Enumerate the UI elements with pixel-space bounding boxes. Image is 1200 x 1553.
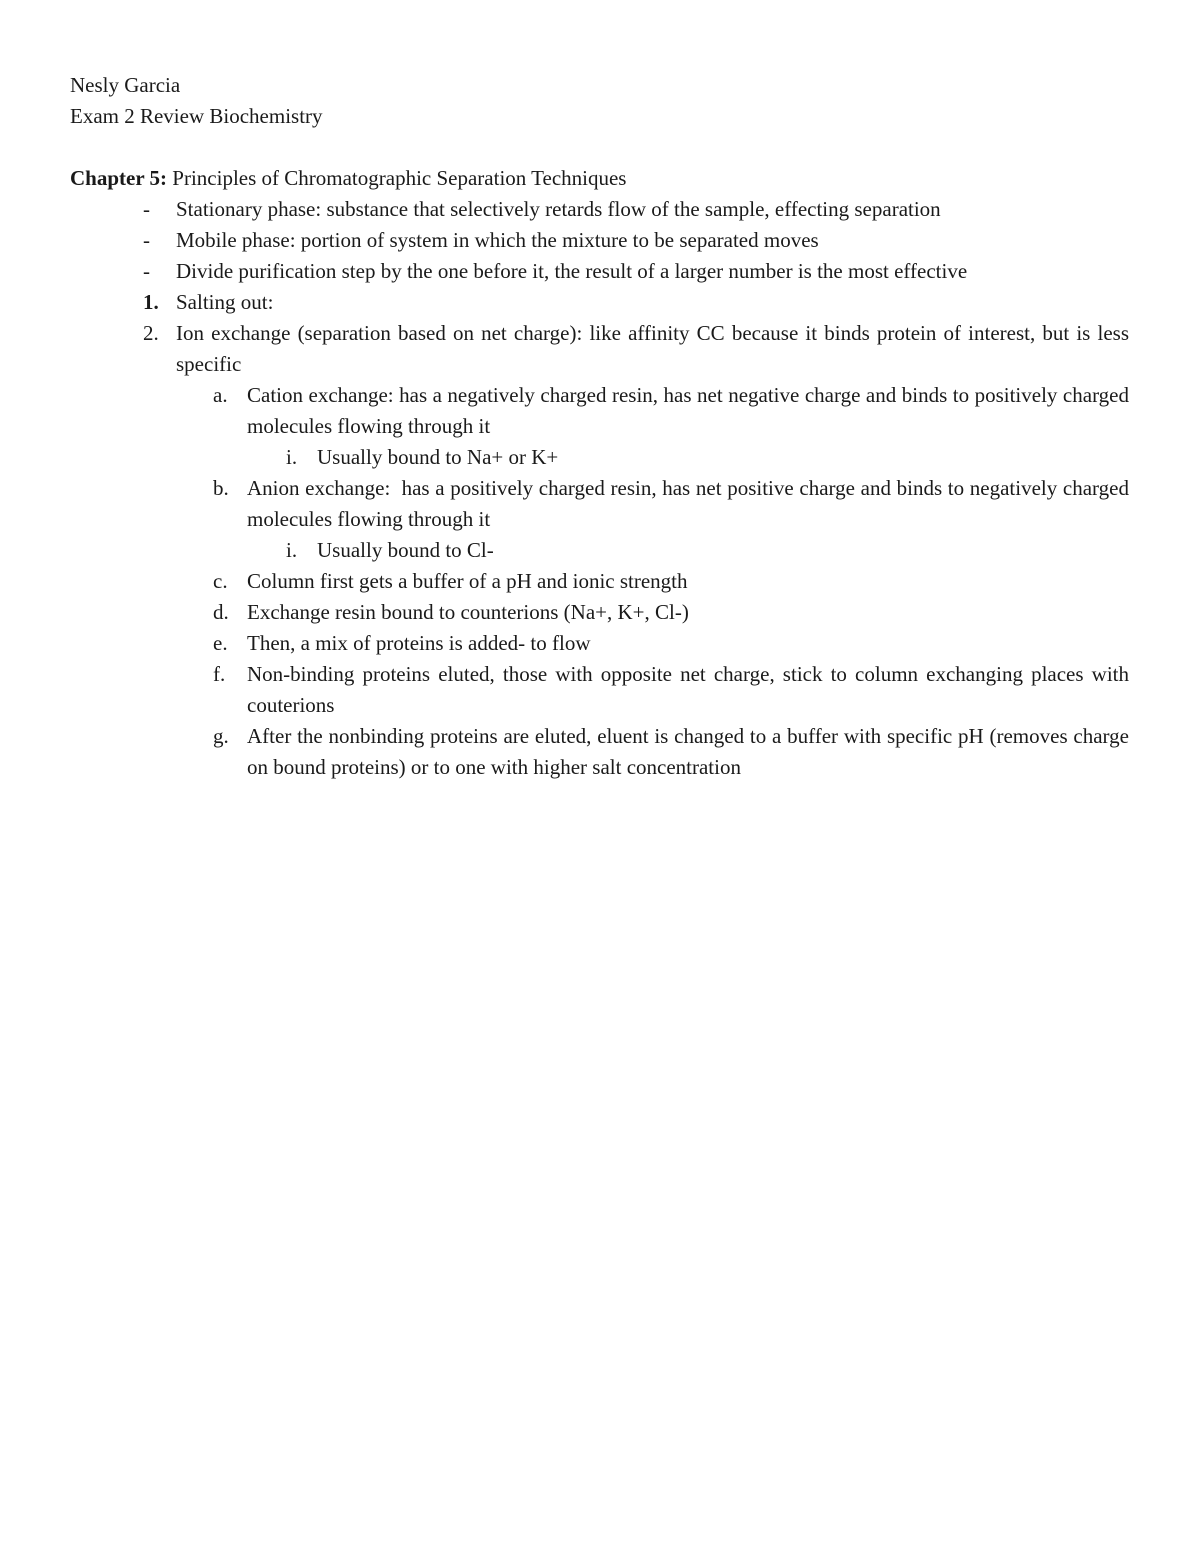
list-item-text: Column first gets a buffer of a pH and ionic strength: [247, 569, 688, 593]
list-item-text: Then, a mix of proteins is added- to flow: [247, 631, 591, 655]
list-item-text: Non-binding proteins eluted, those with opposite net charge, stick to column exchanging places with couterions: [247, 662, 1129, 717]
letter-marker: b.: [213, 476, 229, 500]
list-item: [70, 597, 1129, 628]
blank-line: [70, 132, 1129, 163]
roman-marker: i.: [286, 445, 298, 469]
list-item-text: Anion exchange: has a positively charged resin, has net positive charge and binds to negatively charged molecules flowing through it: [247, 476, 1135, 531]
list-item: [70, 721, 1129, 783]
dash-marker: -: [143, 197, 150, 221]
list-item: [70, 225, 1129, 256]
list-item: [70, 628, 1129, 659]
chapter-title: Principles of Chromatographic Separation Techniques: [167, 166, 627, 190]
letter-marker: d.: [213, 600, 229, 624]
list-item: [70, 442, 1129, 473]
list-item-text: Cation exchange: has a negatively charged resin, has net negative charge and binds to positively charged molecules flowing through it: [247, 383, 1129, 438]
document-body: [70, 70, 1135, 783]
letter-marker: f.: [213, 662, 226, 686]
list-item-text: Salting out:: [176, 290, 274, 314]
list-item: [70, 318, 1129, 380]
list-item-text: Usually bound to Na+ or K+: [317, 445, 559, 469]
letter-marker: c.: [213, 569, 228, 593]
list-item-text: Stationary phase: substance that selectively retards flow of the sample, effecting separation: [176, 197, 941, 221]
list-item-text: Usually bound to Cl-: [317, 538, 494, 562]
list-item: [70, 287, 1129, 318]
list-item-text: Divide purification step by the one before it, the result of a larger number is the most effective: [176, 259, 968, 283]
list-item-text: Mobile phase: portion of system in which the mixture to be separated moves: [176, 228, 819, 252]
list-item: [70, 256, 1129, 287]
roman-marker: i.: [286, 538, 298, 562]
author-name: Nesly Garcia: [70, 73, 181, 97]
list-item: [70, 380, 1129, 442]
letter-marker: g.: [213, 724, 229, 748]
chapter-label: Chapter 5:: [70, 166, 168, 190]
list-item: [70, 659, 1129, 721]
list-item: [70, 535, 1129, 566]
letter-marker: e.: [213, 631, 228, 655]
letter-marker: a.: [213, 383, 228, 407]
dash-marker: -: [143, 259, 150, 283]
list-item: [70, 566, 1129, 597]
list-item: [70, 473, 1135, 535]
number-marker: 1.: [143, 290, 159, 314]
dash-marker: -: [143, 228, 150, 252]
list-item-text: Ion exchange (separation based on net charge): like affinity CC because it binds protein of interest, but is less specific: [176, 321, 1129, 376]
chapter-heading: [70, 163, 1129, 194]
document-title: Exam 2 Review Biochemistry: [70, 104, 323, 128]
list-item: [70, 194, 1129, 225]
list-item-text: Exchange resin bound to counterions (Na+, K+, Cl-): [247, 600, 689, 624]
list-item-text: After the nonbinding proteins are eluted, eluent is changed to a buffer with specific pH (removes charge on bound proteins) or to one with higher salt concentration: [247, 724, 1129, 779]
number-marker: 2.: [143, 321, 159, 345]
